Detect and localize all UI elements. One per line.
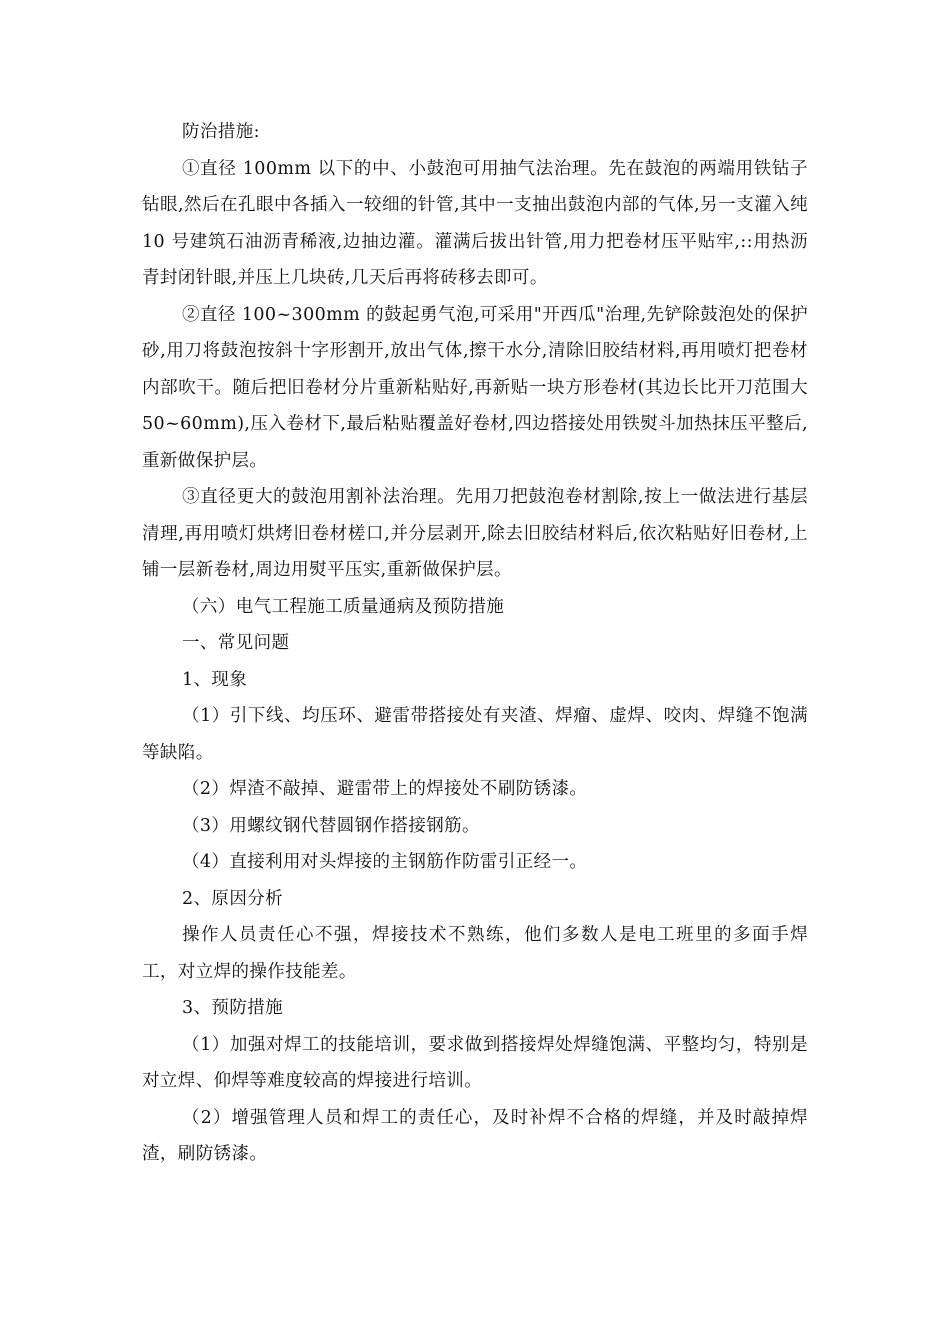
section-heading-prevention: 防治措施: [182, 122, 260, 142]
subheading-preventive-measures: 3、预防措施 [182, 998, 284, 1018]
paragraph-large-bubble-treatment: ③直径更大的鼓泡用割补法治理。先用刀把鼓泡卷材割除,按上一做法进行基层清理,再用喷灯烘烤旧卷材槎口,并分层剥开,除去旧胶结材料后,依次粘贴好旧卷材,上铺一层新卷材,周边用熨平压实,重新做保护层。 [142, 487, 808, 580]
list-item-phenomenon-1: （1）引下线、均压环、避雷带搭接处有夹渣、焊瘤、虚焊、咬肉、焊缝不饱满等缺陷。 [142, 706, 808, 763]
paragraph-medium-bubble-treatment: ②直径 100~300mm 的鼓起勇气泡,可采用"开西瓜"治理,先铲除鼓泡处的保护砂,用刀将鼓泡按斜十字形割开,放出气体,擦干水分,清除旧胶结材料,再用喷灯把卷材内部吹干。随后把旧卷材分片重新粘贴好,再新贴一块方形卷材(其边长比开刀范围大 50~60mm),压入卷材下,最后粘贴覆盖好卷材,四边搭接处用铁熨斗加热抹压平整后,重新做保护层。 [142, 304, 808, 471]
paragraph-cause-analysis: 操作人员责任心不强，焊接技术不熟练，他们多数人是电工班里的多面手焊工，对立焊的操作技能差。 [142, 925, 808, 982]
list-item-measure-1: （1）加强对焊工的技能培训，要求做到搭接焊处焊缝饱满、平整均匀，特别是对立焊、仰焊等难度较高的焊接进行培训。 [142, 1034, 808, 1091]
subheading-cause-analysis: 2、原因分析 [182, 888, 284, 909]
section-heading-electrical: （六）电气工程施工质量通病及预防措施 [182, 596, 505, 617]
subheading-phenomena: 1、现象 [182, 669, 248, 690]
paragraph-small-bubble-treatment: ①直径 100mm 以下的中、小鼓泡可用抽气法治理。先在鼓泡的两端用铁钻子钻眼,然后在孔眼中各插入一较细的针管,其中一支抽出鼓泡内部的气体,另一支灌入纯 10 号建筑石油沥青稀液,边抽边灌。灌满后拔出针管,用力把卷材压平贴牢,::用热沥青封闭针眼,并压上几块砖,几天后再将砖移去即可。 [142, 158, 808, 288]
subheading-common-problems: 一、常见问题 [182, 633, 290, 653]
list-item-phenomenon-3: （3）用螺纹钢代替圆钢作搭接钢筋。 [182, 815, 480, 836]
list-item-measure-2: （2）增强管理人员和焊工的责任心，及时补焊不合格的焊缝，并及时敲掉焊渣，刷防锈漆。 [142, 1107, 808, 1164]
list-item-phenomenon-2: （2）焊渣不敲掉、避雷带上的焊接处不刷防锈漆。 [182, 779, 588, 799]
list-item-phenomenon-4: （4）直接利用对头焊接的主钢筋作防雷引正经一。 [182, 852, 588, 872]
document-body [142, 114, 808, 1173]
